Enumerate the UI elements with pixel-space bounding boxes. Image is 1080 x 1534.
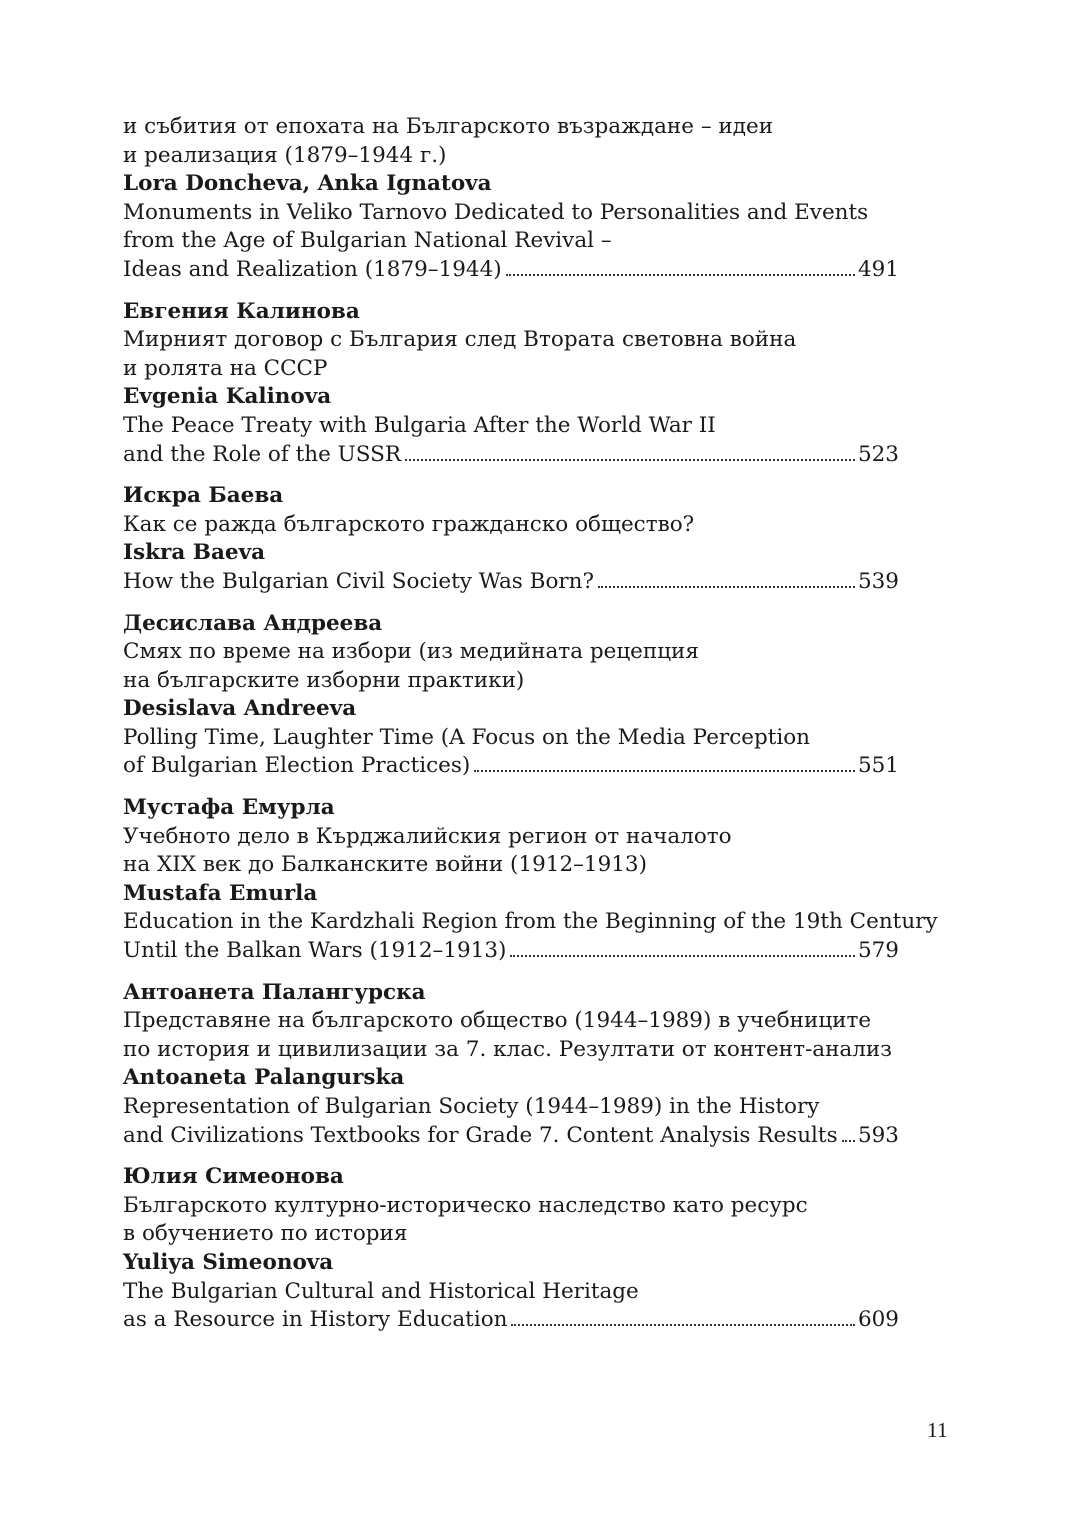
toc-leader-line[interactable] [123, 937, 899, 966]
toc-entry [123, 794, 938, 966]
bg-title-line: в обучението по история [123, 1221, 408, 1247]
en-title-line: Polling Time, Laughter Time (A Focus on the Media Perception [123, 724, 811, 750]
bg-title-line: Как се ражда българското гражданско общество? [123, 511, 695, 537]
en-title-line: How the Bulgarian Civil Society Was Born? [123, 568, 595, 594]
bg-author: Мустафа Емурла [123, 795, 335, 821]
bg-title-line: Българското културно-историческо наследство като ресурс [123, 1192, 808, 1218]
toc-entry [123, 1163, 903, 1335]
en-title-line: Ideas and Realization (1879–1944) [123, 256, 502, 282]
bg-author: Искра Баева [123, 483, 284, 509]
bg-author: Юлия Симеонова [123, 1164, 344, 1190]
page-number: 11 [927, 1418, 948, 1442]
toc-entry [123, 298, 903, 470]
dot-leader [510, 955, 855, 957]
bg-title-line: Представяне на българското общество (1944–1989) в учебниците [123, 1008, 872, 1034]
dot-leader [474, 770, 855, 772]
en-title-line: as a Resource in History Education [123, 1307, 508, 1333]
toc-leader-line[interactable] [123, 1306, 899, 1335]
dot-leader [506, 274, 855, 276]
en-author: Yuliya Simeonova [123, 1249, 334, 1275]
bg-title-line: и реализация (1879–1944 г.) [123, 142, 447, 168]
page-ref: 579 [857, 938, 899, 964]
page-ref: 609 [857, 1307, 899, 1333]
toc-leader-line[interactable] [123, 256, 899, 285]
bg-author: Десислава Андреева [123, 610, 383, 636]
bg-title-line: Мирният договор с България след Втората световна война [123, 327, 797, 353]
en-title-line: Representation of Bulgarian Society (1944–1989) in the History [123, 1094, 820, 1119]
toc-entry [123, 610, 903, 782]
en-author: Desislava Andreeva [123, 696, 357, 722]
en-title-line: from the Age of Bulgarian National Revival – [123, 228, 612, 254]
toc-leader-line[interactable] [123, 441, 899, 470]
page-ref: 593 [857, 1122, 899, 1148]
bg-author: Антоанета Палангурска [123, 979, 426, 1005]
en-author: Evgenia Kalinova [123, 384, 332, 410]
en-title-line: Monuments in Veliko Tarnovo Dedicated to Personalities and Events [123, 199, 869, 225]
bg-title-line: на XIX век до Балканските войни (1912–1913) [123, 852, 647, 878]
bg-title-line: на българските изборни практики) [123, 667, 525, 693]
page-ref: 551 [857, 753, 899, 779]
en-title-line: and the Role of the USSR [123, 441, 402, 467]
toc-entry [123, 113, 903, 285]
en-author: Lora Doncheva, Anka Ignatova [123, 171, 492, 197]
dot-leader [405, 459, 855, 461]
toc-leader-line[interactable] [123, 568, 899, 597]
page-ref: 523 [857, 441, 899, 467]
page-ref: 539 [857, 568, 899, 594]
en-title-line: The Peace Treaty with Bulgaria After the World War II [123, 412, 716, 438]
en-author: Iskra Baeva [123, 540, 266, 566]
dot-leader [842, 1140, 855, 1142]
bg-title-line: и събития от епохата на Българското възраждане – идеи [123, 114, 774, 139]
bg-title-line: Учебното дело в Кърджалийския регион от началото [123, 823, 732, 849]
toc-entry [123, 482, 903, 596]
page-ref: 491 [857, 256, 899, 282]
bg-title-line: и ролята на СССР [123, 355, 328, 381]
toc-entry [123, 979, 903, 1151]
bg-title-line: Смях по време на избори (из медийната рецепция [123, 639, 699, 665]
en-title-line: The Bulgarian Cultural and Historical Heritage [123, 1278, 639, 1304]
toc-leader-line[interactable] [123, 1122, 899, 1151]
table-of-contents [123, 113, 938, 1348]
dot-leader [598, 586, 855, 588]
en-author: Mustafa Emurla [123, 880, 318, 906]
bg-author: Евгения Калинова [123, 298, 360, 324]
toc-leader-line[interactable] [123, 752, 899, 781]
dot-leader [511, 1324, 854, 1326]
en-title-line: and Civilizations Textbooks for Grade 7. Content Analysis Results [123, 1122, 838, 1148]
en-title-line: Until the Balkan Wars (1912–1913) [123, 938, 507, 964]
bg-title-line: по история и цивилизации за 7. клас. Резултати от контент-анализ [123, 1036, 892, 1062]
en-title-line: Education in the Kardzhali Region from the Beginning of the 19th Century [123, 909, 938, 935]
en-title-line: of Bulgarian Election Practices) [123, 753, 471, 779]
en-author: Antoaneta Palangurska [123, 1065, 405, 1091]
